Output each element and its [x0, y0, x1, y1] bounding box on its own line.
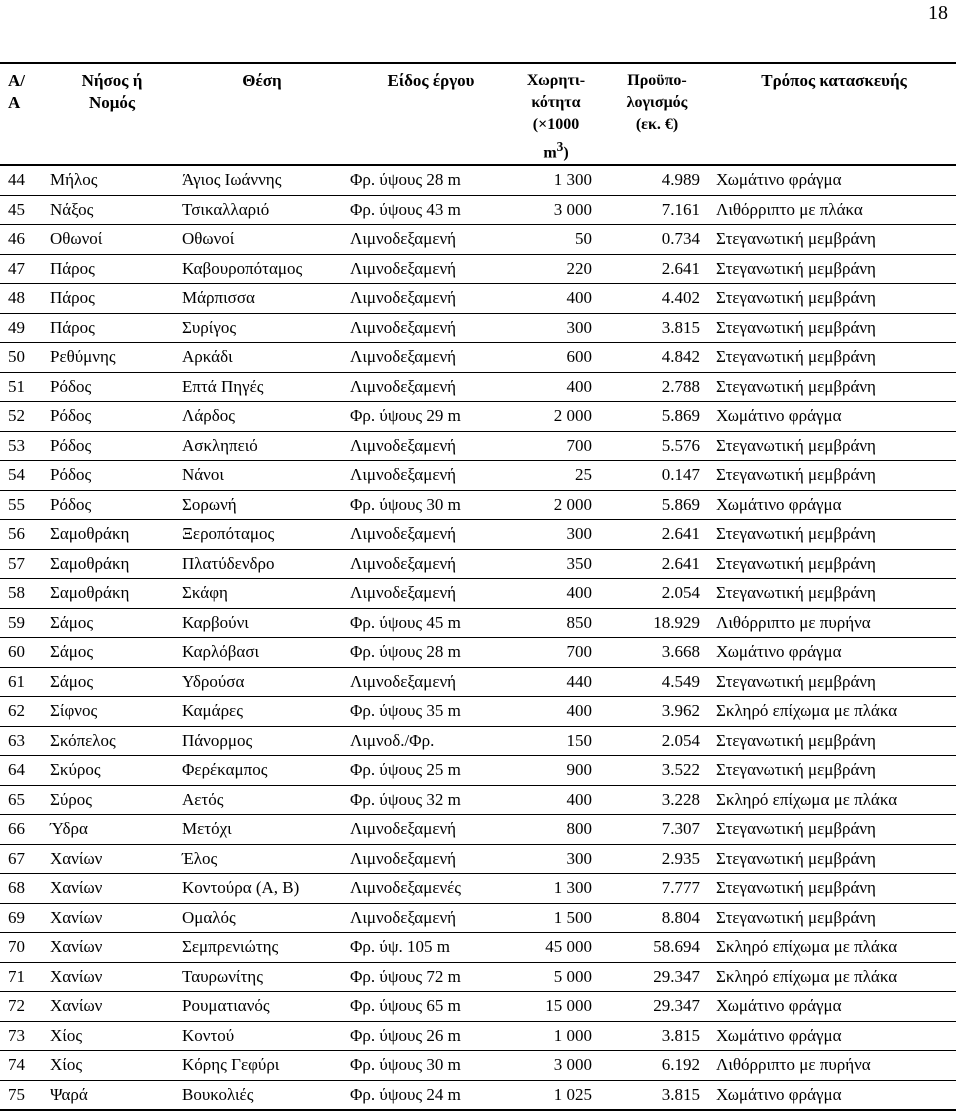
type-cell: Φρ. ύψ. 105 m [346, 933, 516, 963]
header-island [46, 63, 178, 165]
row-number: 69 [0, 903, 46, 933]
position-cell: Αετός [178, 785, 346, 815]
position-cell: Μάρπισσα [178, 284, 346, 314]
island-cell: Σαμοθράκη [46, 549, 178, 579]
table-row [0, 225, 956, 255]
position-cell: Κόρης Γεφύρι [178, 1051, 346, 1081]
position-cell: Φερέκαμπος [178, 756, 346, 786]
row-number: 66 [0, 815, 46, 845]
budget-cell: 2.054 [610, 726, 712, 756]
type-cell: Λιμνοδεξαμενή [346, 343, 516, 373]
row-number: 61 [0, 667, 46, 697]
type-cell: Φρ. ύψους 43 m [346, 195, 516, 225]
island-cell: Σαμοθράκη [46, 579, 178, 609]
capacity-cell: 600 [516, 343, 610, 373]
method-cell: Λιθόρριπτο με πλάκα [712, 195, 956, 225]
capacity-cell: 300 [516, 313, 610, 343]
table-body [0, 165, 956, 1110]
position-cell: Ομαλός [178, 903, 346, 933]
capacity-cell: 1 025 [516, 1080, 610, 1110]
island-cell: Χανίων [46, 933, 178, 963]
row-number: 75 [0, 1080, 46, 1110]
budget-cell: 5.869 [610, 490, 712, 520]
island-cell: Σαμοθράκη [46, 520, 178, 550]
budget-cell: 4.989 [610, 165, 712, 195]
island-cell: Χανίων [46, 844, 178, 874]
type-cell: Λιμνοδεξαμενή [346, 431, 516, 461]
table-row [0, 844, 956, 874]
island-cell: Ρόδος [46, 372, 178, 402]
budget-cell: 4.402 [610, 284, 712, 314]
method-cell: Χωμάτινο φράγμα [712, 1080, 956, 1110]
header-method: Τρόπος κατασκευής [761, 71, 907, 90]
row-number: 50 [0, 343, 46, 373]
capacity-cell: 2 000 [516, 402, 610, 432]
header-budget-line3: (εκ. €) [635, 116, 679, 133]
header-capacity-line2: κότητα [531, 94, 581, 111]
type-cell: Λιμνοδεξαμενή [346, 254, 516, 284]
type-cell: Λιμνοδεξαμενή [346, 520, 516, 550]
table-row [0, 165, 956, 195]
position-cell: Αρκάδι [178, 343, 346, 373]
row-number: 67 [0, 844, 46, 874]
capacity-cell: 45 000 [516, 933, 610, 963]
island-cell: Σάμος [46, 638, 178, 668]
island-cell: Ρεθύμνης [46, 343, 178, 373]
row-number: 52 [0, 402, 46, 432]
position-cell: Ασκληπειό [178, 431, 346, 461]
island-cell: Σκόπελος [46, 726, 178, 756]
method-cell: Στεγανωτική μεμβράνη [712, 815, 956, 845]
position-cell: Κοντούρα (Α, Β) [178, 874, 346, 904]
position-cell: Τσικαλλαριό [178, 195, 346, 225]
capacity-cell: 220 [516, 254, 610, 284]
table-row [0, 1051, 956, 1081]
type-cell: Λιμνοδεξαμενή [346, 579, 516, 609]
header-no-line1: Α/ [8, 71, 25, 90]
island-cell: Ψαρά [46, 1080, 178, 1110]
budget-cell: 0.734 [610, 225, 712, 255]
budget-cell: 3.815 [610, 313, 712, 343]
type-cell: Λιμνοδεξαμενή [346, 549, 516, 579]
table-row [0, 608, 956, 638]
type-cell: Λιμνοδεξαμενή [346, 372, 516, 402]
table-row [0, 402, 956, 432]
position-cell: Σεμπρενιώτης [178, 933, 346, 963]
table-row [0, 962, 956, 992]
method-cell: Στεγανωτική μεμβράνη [712, 225, 956, 255]
table-row [0, 1080, 956, 1110]
method-cell: Στεγανωτική μεμβράνη [712, 313, 956, 343]
header-budget [610, 63, 712, 165]
type-cell: Λιμνοδεξαμενή [346, 225, 516, 255]
table-row [0, 1021, 956, 1051]
island-cell: Μήλος [46, 165, 178, 195]
method-cell: Στεγανωτική μεμβράνη [712, 667, 956, 697]
method-cell: Στεγανωτική μεμβράνη [712, 520, 956, 550]
island-cell: Σάμος [46, 608, 178, 638]
row-number: 74 [0, 1051, 46, 1081]
row-number: 47 [0, 254, 46, 284]
capacity-cell: 700 [516, 431, 610, 461]
capacity-cell: 400 [516, 372, 610, 402]
row-number: 71 [0, 962, 46, 992]
row-number: 73 [0, 1021, 46, 1051]
type-cell: Φρ. ύψους 28 m [346, 638, 516, 668]
header-island-line2: Νομός [88, 93, 136, 112]
position-cell: Καρβούνι [178, 608, 346, 638]
island-cell: Πάρος [46, 254, 178, 284]
position-cell: Κοντού [178, 1021, 346, 1051]
type-cell: Φρ. ύψους 29 m [346, 402, 516, 432]
position-cell: Ξεροπόταμος [178, 520, 346, 550]
budget-cell: 29.347 [610, 962, 712, 992]
method-cell: Στεγανωτική μεμβράνη [712, 343, 956, 373]
island-cell: Χίος [46, 1051, 178, 1081]
table-row [0, 461, 956, 491]
capacity-cell: 50 [516, 225, 610, 255]
budget-cell: 6.192 [610, 1051, 712, 1081]
method-cell: Χωμάτινο φράγμα [712, 1021, 956, 1051]
method-cell: Στεγανωτική μεμβράνη [712, 431, 956, 461]
budget-cell: 8.804 [610, 903, 712, 933]
capacity-cell: 850 [516, 608, 610, 638]
table-row [0, 343, 956, 373]
header-no [0, 63, 46, 165]
island-cell: Χανίων [46, 992, 178, 1022]
header-island-line1: Νήσος ή [81, 71, 143, 90]
method-cell: Στεγανωτική μεμβράνη [712, 579, 956, 609]
header-capacity-line3 [520, 114, 592, 164]
position-cell: Πάνορμος [178, 726, 346, 756]
position-cell: Λάρδος [178, 402, 346, 432]
budget-cell: 18.929 [610, 608, 712, 638]
method-cell: Σκληρό επίχωμα με πλάκα [712, 697, 956, 727]
table-row [0, 667, 956, 697]
row-number: 49 [0, 313, 46, 343]
header-capacity-line1: Χωρητι- [526, 72, 586, 89]
position-cell: Πλατύδενδρο [178, 549, 346, 579]
type-cell: Λιμνοδεξαμενή [346, 844, 516, 874]
method-cell: Χωμάτινο φράγμα [712, 992, 956, 1022]
capacity-cell: 900 [516, 756, 610, 786]
method-cell: Στεγανωτική μεμβράνη [712, 372, 956, 402]
type-cell: Λιμνοδεξαμενή [346, 461, 516, 491]
table-row [0, 431, 956, 461]
type-cell: Φρ. ύψους 32 m [346, 785, 516, 815]
row-number: 62 [0, 697, 46, 727]
island-cell: Ρόδος [46, 431, 178, 461]
island-cell: Ρόδος [46, 490, 178, 520]
table-row [0, 756, 956, 786]
capacity-cell: 400 [516, 284, 610, 314]
row-number: 54 [0, 461, 46, 491]
budget-cell: 3.815 [610, 1080, 712, 1110]
position-cell: Υδρούσα [178, 667, 346, 697]
method-cell: Λιθόρριπτο με πυρήνα [712, 608, 956, 638]
table-row [0, 992, 956, 1022]
capacity-cell: 150 [516, 726, 610, 756]
row-number: 48 [0, 284, 46, 314]
method-cell: Στεγανωτική μεμβράνη [712, 903, 956, 933]
method-cell: Στεγανωτική μεμβράνη [712, 844, 956, 874]
capacity-cell: 15 000 [516, 992, 610, 1022]
budget-cell: 2.641 [610, 254, 712, 284]
position-cell: Συρίγος [178, 313, 346, 343]
capacity-cell: 1 300 [516, 874, 610, 904]
capacity-cell: 1 000 [516, 1021, 610, 1051]
type-cell: Φρ. ύψους 26 m [346, 1021, 516, 1051]
method-cell: Χωμάτινο φράγμα [712, 638, 956, 668]
method-cell: Χωμάτινο φράγμα [712, 165, 956, 195]
capacity-cell: 440 [516, 667, 610, 697]
type-cell: Λιμνοδ./Φρ. [346, 726, 516, 756]
capacity-cell: 400 [516, 697, 610, 727]
island-cell: Χανίων [46, 874, 178, 904]
budget-cell: 4.842 [610, 343, 712, 373]
budget-cell: 5.869 [610, 402, 712, 432]
header-position: Θέση [242, 71, 282, 90]
table-row [0, 638, 956, 668]
row-number: 57 [0, 549, 46, 579]
method-cell: Στεγανωτική μεμβράνη [712, 874, 956, 904]
header-no-line2: Α [8, 93, 21, 112]
header-capacity-unit: (×1000 m [532, 116, 580, 162]
position-cell: Έλος [178, 844, 346, 874]
capacity-cell: 700 [516, 638, 610, 668]
island-cell: Σάμος [46, 667, 178, 697]
type-cell: Λιμνοδεξαμενές [346, 874, 516, 904]
capacity-cell: 300 [516, 520, 610, 550]
capacity-cell: 350 [516, 549, 610, 579]
island-cell: Ύδρα [46, 815, 178, 845]
budget-cell: 29.347 [610, 992, 712, 1022]
budget-cell: 3.668 [610, 638, 712, 668]
type-cell: Φρ. ύψους 35 m [346, 697, 516, 727]
row-number: 64 [0, 756, 46, 786]
header-budget-line1: Προϋπο- [627, 72, 687, 89]
position-cell: Καμάρες [178, 697, 346, 727]
position-cell: Οθωνοί [178, 225, 346, 255]
type-cell: Φρ. ύψους 72 m [346, 962, 516, 992]
position-cell: Σκάφη [178, 579, 346, 609]
row-number: 45 [0, 195, 46, 225]
type-cell: Λιμνοδεξαμενή [346, 903, 516, 933]
type-cell: Φρ. ύψους 24 m [346, 1080, 516, 1110]
capacity-cell: 3 000 [516, 1051, 610, 1081]
method-cell: Στεγανωτική μεμβράνη [712, 726, 956, 756]
budget-cell: 3.962 [610, 697, 712, 727]
header-row [0, 63, 956, 165]
table-row [0, 579, 956, 609]
row-number: 68 [0, 874, 46, 904]
budget-cell: 2.641 [610, 549, 712, 579]
budget-cell: 3.815 [610, 1021, 712, 1051]
budget-cell: 0.147 [610, 461, 712, 491]
position-cell: Σορωνή [178, 490, 346, 520]
row-number: 51 [0, 372, 46, 402]
header-type: Είδος έργου [387, 71, 475, 90]
position-cell: Βουκολιές [178, 1080, 346, 1110]
method-cell: Στεγανωτική μεμβράνη [712, 549, 956, 579]
method-cell: Λιθόρριπτο με πυρήνα [712, 1051, 956, 1081]
capacity-cell: 1 300 [516, 165, 610, 195]
type-cell: Λιμνοδεξαμενή [346, 667, 516, 697]
island-cell: Νάξος [46, 195, 178, 225]
row-number: 58 [0, 579, 46, 609]
capacity-cell: 25 [516, 461, 610, 491]
budget-cell: 7.161 [610, 195, 712, 225]
row-number: 65 [0, 785, 46, 815]
table-row [0, 785, 956, 815]
method-cell: Χωμάτινο φράγμα [712, 490, 956, 520]
page-number: 18 [928, 2, 948, 24]
budget-cell: 2.054 [610, 579, 712, 609]
table-row [0, 697, 956, 727]
table-row [0, 490, 956, 520]
position-cell: Καρλόβασι [178, 638, 346, 668]
budget-cell: 7.777 [610, 874, 712, 904]
table-row [0, 520, 956, 550]
type-cell: Λιμνοδεξαμενή [346, 313, 516, 343]
budget-cell: 3.228 [610, 785, 712, 815]
table-row [0, 254, 956, 284]
row-number: 46 [0, 225, 46, 255]
island-cell: Ρόδος [46, 402, 178, 432]
type-cell: Λιμνοδεξαμενή [346, 815, 516, 845]
header-capacity-exp: 3 [556, 139, 564, 154]
capacity-cell: 400 [516, 785, 610, 815]
type-cell: Φρ. ύψους 28 m [346, 165, 516, 195]
position-cell: Επτά Πηγές [178, 372, 346, 402]
table-row [0, 815, 956, 845]
type-cell: Φρ. ύψους 25 m [346, 756, 516, 786]
capacity-cell: 800 [516, 815, 610, 845]
method-cell: Σκληρό επίχωμα με πλάκα [712, 785, 956, 815]
position-cell: Νάνοι [178, 461, 346, 491]
budget-cell: 7.307 [610, 815, 712, 845]
position-cell: Καβουροπόταμος [178, 254, 346, 284]
island-cell: Χανίων [46, 962, 178, 992]
method-cell: Σκληρό επίχωμα με πλάκα [712, 962, 956, 992]
type-cell: Φρ. ύψους 45 m [346, 608, 516, 638]
budget-cell: 58.694 [610, 933, 712, 963]
position-cell: Μετόχι [178, 815, 346, 845]
table-row [0, 726, 956, 756]
header-capacity [516, 63, 610, 165]
table-row [0, 313, 956, 343]
island-cell: Σκύρος [46, 756, 178, 786]
table-row [0, 903, 956, 933]
island-cell: Οθωνοί [46, 225, 178, 255]
table-row [0, 549, 956, 579]
type-cell: Φρ. ύψους 30 m [346, 490, 516, 520]
row-number: 55 [0, 490, 46, 520]
table-header [0, 63, 956, 165]
method-cell: Σκληρό επίχωμα με πλάκα [712, 933, 956, 963]
row-number: 60 [0, 638, 46, 668]
table-row [0, 933, 956, 963]
budget-cell: 3.522 [610, 756, 712, 786]
island-cell: Σύρος [46, 785, 178, 815]
budget-cell: 2.935 [610, 844, 712, 874]
position-cell: Άγιος Ιωάννης [178, 165, 346, 195]
budget-cell: 4.549 [610, 667, 712, 697]
type-cell: Φρ. ύψους 65 m [346, 992, 516, 1022]
method-cell: Στεγανωτική μεμβράνη [712, 756, 956, 786]
island-cell: Πάρος [46, 284, 178, 314]
type-cell: Λιμνοδεξαμενή [346, 284, 516, 314]
capacity-cell: 3 000 [516, 195, 610, 225]
table-row [0, 195, 956, 225]
table-row [0, 284, 956, 314]
island-cell: Σίφνος [46, 697, 178, 727]
row-number: 72 [0, 992, 46, 1022]
row-number: 56 [0, 520, 46, 550]
row-number: 53 [0, 431, 46, 461]
table-row [0, 874, 956, 904]
method-cell: Στεγανωτική μεμβράνη [712, 461, 956, 491]
method-cell: Στεγανωτική μεμβράνη [712, 284, 956, 314]
method-cell: Χωμάτινο φράγμα [712, 402, 956, 432]
row-number: 59 [0, 608, 46, 638]
capacity-cell: 1 500 [516, 903, 610, 933]
position-cell: Ταυρωνίτης [178, 962, 346, 992]
type-cell: Φρ. ύψους 30 m [346, 1051, 516, 1081]
budget-cell: 2.641 [610, 520, 712, 550]
capacity-cell: 2 000 [516, 490, 610, 520]
header-budget-line2: λογισμός [626, 94, 688, 111]
island-cell: Ρόδος [46, 461, 178, 491]
island-cell: Πάρος [46, 313, 178, 343]
island-cell: Χανίων [46, 903, 178, 933]
header-capacity-close: ) [563, 144, 569, 162]
capacity-cell: 5 000 [516, 962, 610, 992]
budget-cell: 5.576 [610, 431, 712, 461]
capacity-cell: 400 [516, 579, 610, 609]
budget-cell: 2.788 [610, 372, 712, 402]
method-cell: Στεγανωτική μεμβράνη [712, 254, 956, 284]
reservoir-table [0, 62, 956, 1111]
row-number: 44 [0, 165, 46, 195]
table-row [0, 372, 956, 402]
row-number: 70 [0, 933, 46, 963]
position-cell: Ρουματιανός [178, 992, 346, 1022]
capacity-cell: 300 [516, 844, 610, 874]
island-cell: Χίος [46, 1021, 178, 1051]
row-number: 63 [0, 726, 46, 756]
